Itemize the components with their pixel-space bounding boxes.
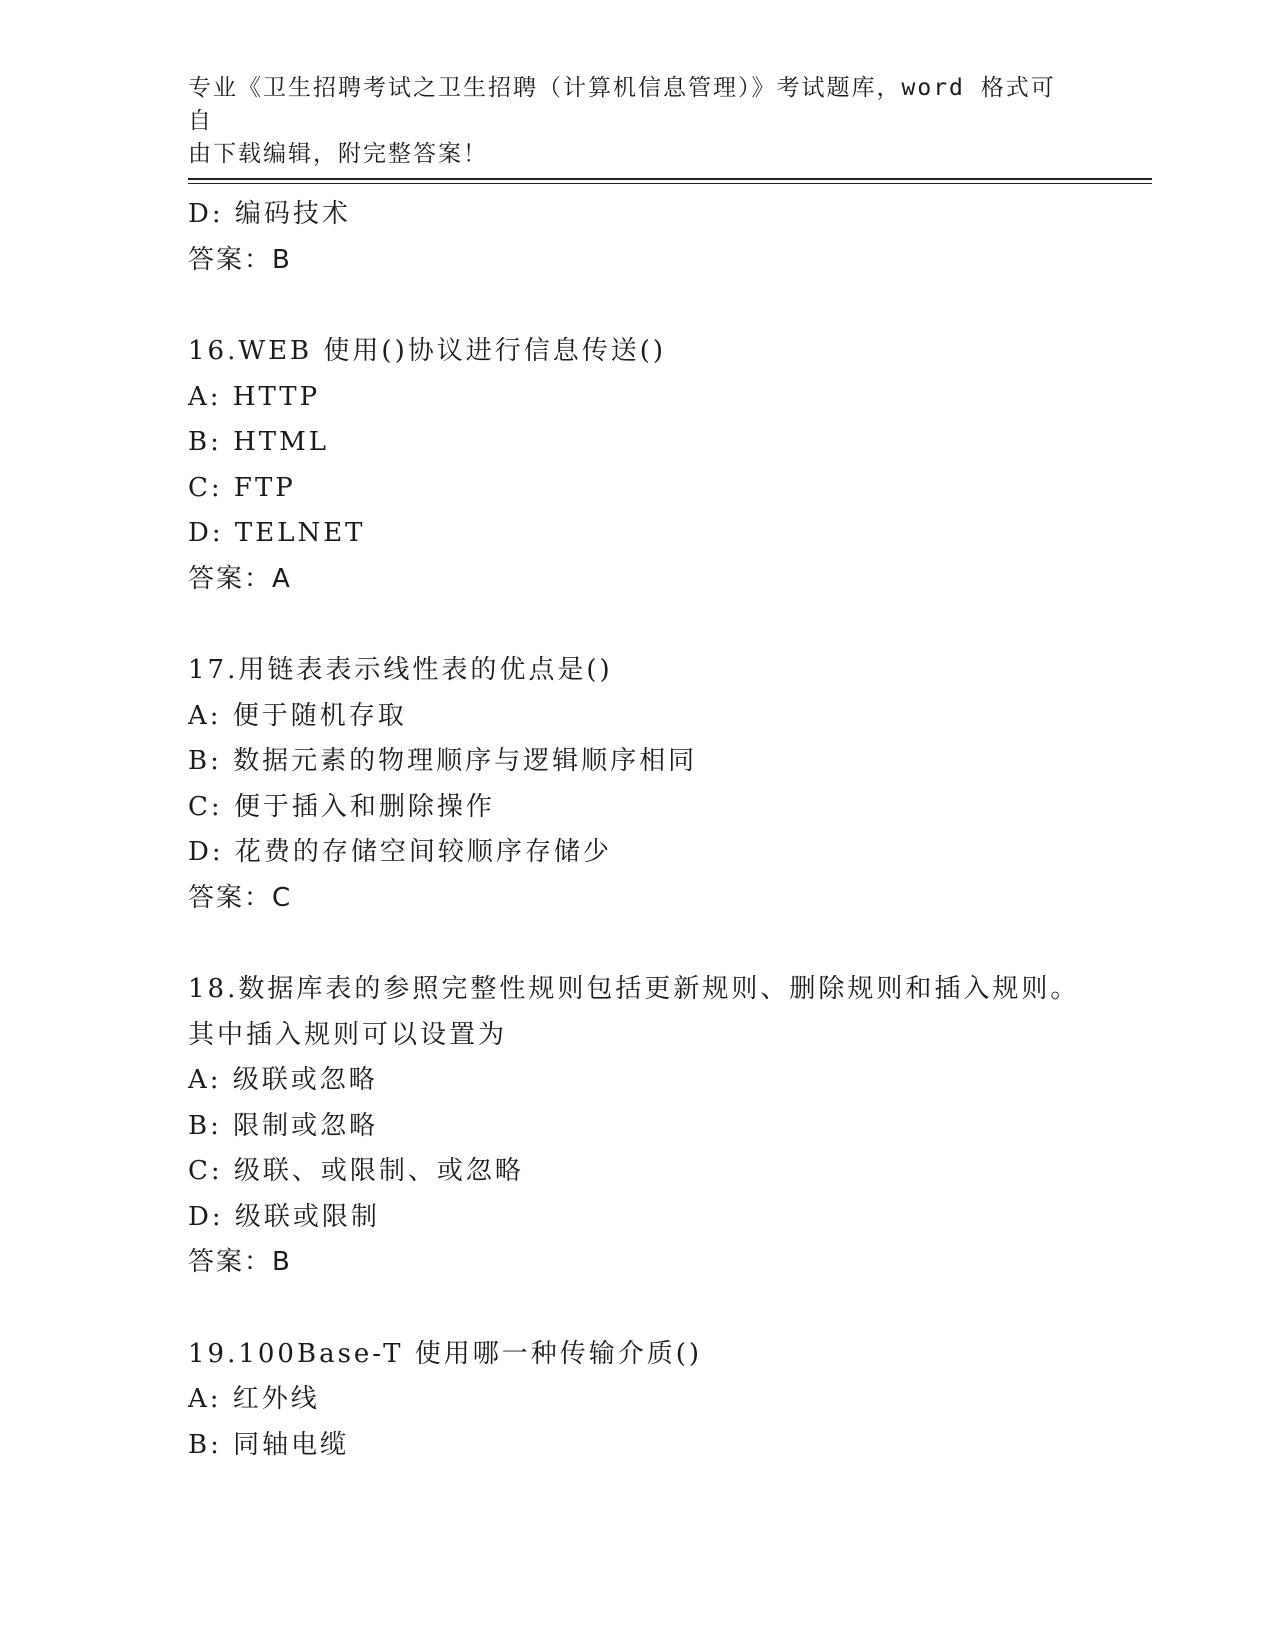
option-b: B: 同轴电缆 <box>188 1429 350 1460</box>
option-b: B: HTML <box>188 427 330 457</box>
question-19-block <box>188 1332 1148 1469</box>
question-16-text: 16.WEB 使用()协议进行信息传送() <box>188 336 666 366</box>
question-19-text: 19.100Base-T 使用哪一种传输介质() <box>188 1338 703 1369</box>
answer: 答案：C <box>188 882 293 913</box>
answer: 答案：B <box>188 244 292 275</box>
question-18-block <box>188 967 1148 1286</box>
header-rule-thin <box>188 183 1152 184</box>
document-header <box>188 72 1068 171</box>
header-line-1: 专业《卫生招聘考试之卫生招聘（计算机信息管理）》考试题库，word 格式可自 <box>188 75 1056 134</box>
question-17-text: 17.用链表表示线性表的优点是() <box>188 655 613 685</box>
option-a: A: 便于随机存取 <box>188 700 407 731</box>
option-c: C: 便于插入和删除操作 <box>188 791 495 822</box>
question-17-block <box>188 648 1148 921</box>
option-a: A: 级联或忽略 <box>188 1065 378 1095</box>
option-d: D: 花费的存储空间较顺序存储少 <box>188 837 612 867</box>
question-16-block <box>188 329 1148 602</box>
question-18-text-line-1: 18.数据库表的参照完整性规则包括更新规则、删除规则和插入规则。 <box>188 974 1080 1004</box>
option-d: D: 级联或限制 <box>188 1201 380 1232</box>
answer: 答案：A <box>188 563 292 594</box>
option-a: A: HTTP <box>188 381 321 412</box>
header-rule-thick <box>188 178 1152 180</box>
option-b: B: 限制或忽略 <box>188 1110 379 1141</box>
prev-question-block <box>188 192 1148 283</box>
header-line-2: 由下载编辑，附完整答案！ <box>188 141 488 167</box>
option-b: B: 数据元素的物理顺序与逻辑顺序相同 <box>188 746 698 776</box>
question-18-text-line-2: 其中插入规则可以设置为 <box>188 1019 508 1050</box>
option-a: A: 红外线 <box>188 1384 320 1414</box>
option-c: C: FTP <box>188 472 296 503</box>
answer: 答案：B <box>188 1247 292 1277</box>
option-c: C: 级联、或限制、或忽略 <box>188 1156 524 1186</box>
question-list <box>188 192 1148 1468</box>
option-d: D: 编码技术 <box>188 199 351 229</box>
option-d: D: TELNET <box>188 518 366 548</box>
